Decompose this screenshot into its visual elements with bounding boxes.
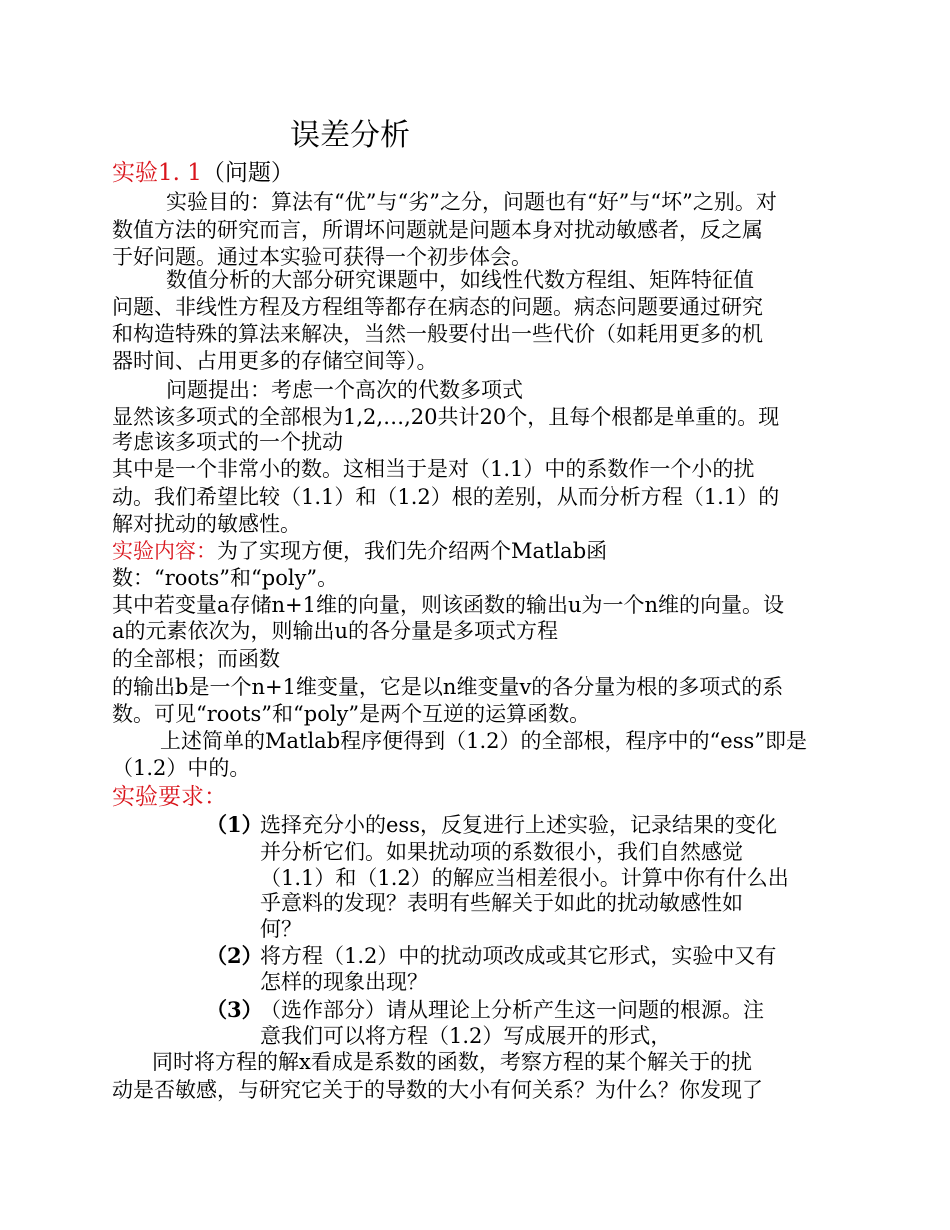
requirement-line: （1.1）和（1.2）的解应当相差很小。计算中你有什么出 bbox=[260, 866, 789, 890]
content-line: 的全部根；而函数 bbox=[112, 647, 280, 671]
para2-line: 和构造特殊的算法来解决，当然一般要付出一些代价（如耗用更多的机 bbox=[112, 322, 763, 346]
section-heading bbox=[112, 160, 294, 186]
requirement-item bbox=[206, 943, 776, 969]
requirement-line: 选择充分小的ess，反复进行上述实验，记录结果的变化 bbox=[260, 813, 777, 837]
requirement-item bbox=[206, 812, 777, 838]
para1-line: 数值方法的研究而言，所谓坏问题就是问题本身对扰动敏感者，反之属 bbox=[112, 218, 763, 242]
section-label: 实验1. 1 bbox=[112, 160, 202, 186]
requirement-number: （3） bbox=[206, 997, 263, 1022]
para3-line: 动。我们希望比较（1.1）和（1.2）根的差别，从而分析方程（1.1）的 bbox=[112, 485, 780, 509]
requirement-line: （选作部分）请从理论上分析产生这一问题的根源。注 bbox=[260, 998, 764, 1022]
content-line: 为了实现方便，我们先介绍两个Matlab函 bbox=[217, 539, 608, 563]
content-line: 数。可见“roots”和“poly”是两个互逆的运算函数。 bbox=[112, 702, 591, 726]
closing-line: 动是否敏感，与研究它关于的导数的大小有何关系？为什么？你发现了 bbox=[112, 1078, 763, 1102]
para3-line: 考虑该多项式的一个扰动 bbox=[112, 430, 343, 454]
para1-line: 实验目的：算法有“优”与“劣”之分，问题也有“好”与“坏”之别。对 bbox=[166, 190, 777, 214]
content-line: 其中若变量a存储n+1维的向量，则该函数的输出u为一个n维的向量。设 bbox=[112, 593, 785, 617]
requirement-line: 怎样的现象出现？ bbox=[260, 970, 428, 994]
para2-line: 问题、非线性方程及方程组等都存在病态的问题。病态问题要通过研究 bbox=[112, 295, 763, 319]
content-label: 实验内容： bbox=[112, 539, 217, 563]
section-suffix: （问题） bbox=[201, 160, 294, 186]
requirement-line: 意我们可以将方程（1.2）写成展开的形式， bbox=[260, 1024, 672, 1048]
requirement-number: （1） bbox=[206, 812, 263, 837]
requirement-line: 乎意料的发现？表明有些解关于如此的扰动敏感性如 bbox=[260, 891, 743, 915]
para3-line: 解对扰动的敏感性。 bbox=[112, 512, 301, 536]
content-line: （1.2）中的。 bbox=[112, 756, 251, 780]
closing-line: 同时将方程的解x看成是系数的函数，考察方程的某个解关于的扰 bbox=[152, 1050, 752, 1074]
requirement-line: 将方程（1.2）中的扰动项改成或其它形式，实验中又有 bbox=[260, 944, 777, 968]
para3-line: 显然该多项式的全部根为1,2,…,20共计20个，且每个根都是单重的。现 bbox=[112, 405, 780, 429]
para3-line: 其中是一个非常小的数。这相当于是对（1.1）中的系数作一个小的扰 bbox=[112, 457, 755, 481]
requirement-number: （2） bbox=[206, 943, 263, 968]
para2-line: 数值分析的大部分研究课题中，如线性代数方程组、矩阵特征值 bbox=[166, 268, 754, 292]
requirement-line: 何？ bbox=[260, 917, 302, 941]
para3-line: 问题提出：考虑一个高次的代数多项式 bbox=[166, 378, 523, 402]
requirement-item bbox=[206, 997, 764, 1023]
content-line: 数：“roots”和“poly”。 bbox=[112, 566, 339, 590]
content-line: 上述简单的Matlab程序便得到（1.2）的全部根，程序中的“ess”即是 bbox=[160, 729, 807, 753]
requirements-heading: 实验要求： bbox=[112, 784, 227, 810]
content-heading bbox=[112, 538, 607, 564]
para2-line: 器时间、占用更多的存储空间等）。 bbox=[112, 349, 438, 373]
page-title: 误差分析 bbox=[290, 118, 410, 153]
para1-line: 于好问题。通过本实验可获得一个初步体会。 bbox=[112, 245, 532, 269]
content-line: a的元素依次为，则输出u的各分量是多项式方程 bbox=[112, 619, 559, 643]
content-line: 的输出b是一个n+1维变量，它是以n维变量v的各分量为根的多项式的系 bbox=[112, 675, 784, 699]
requirement-line: 并分析它们。如果扰动项的系数很小，我们自然感觉 bbox=[260, 840, 743, 864]
